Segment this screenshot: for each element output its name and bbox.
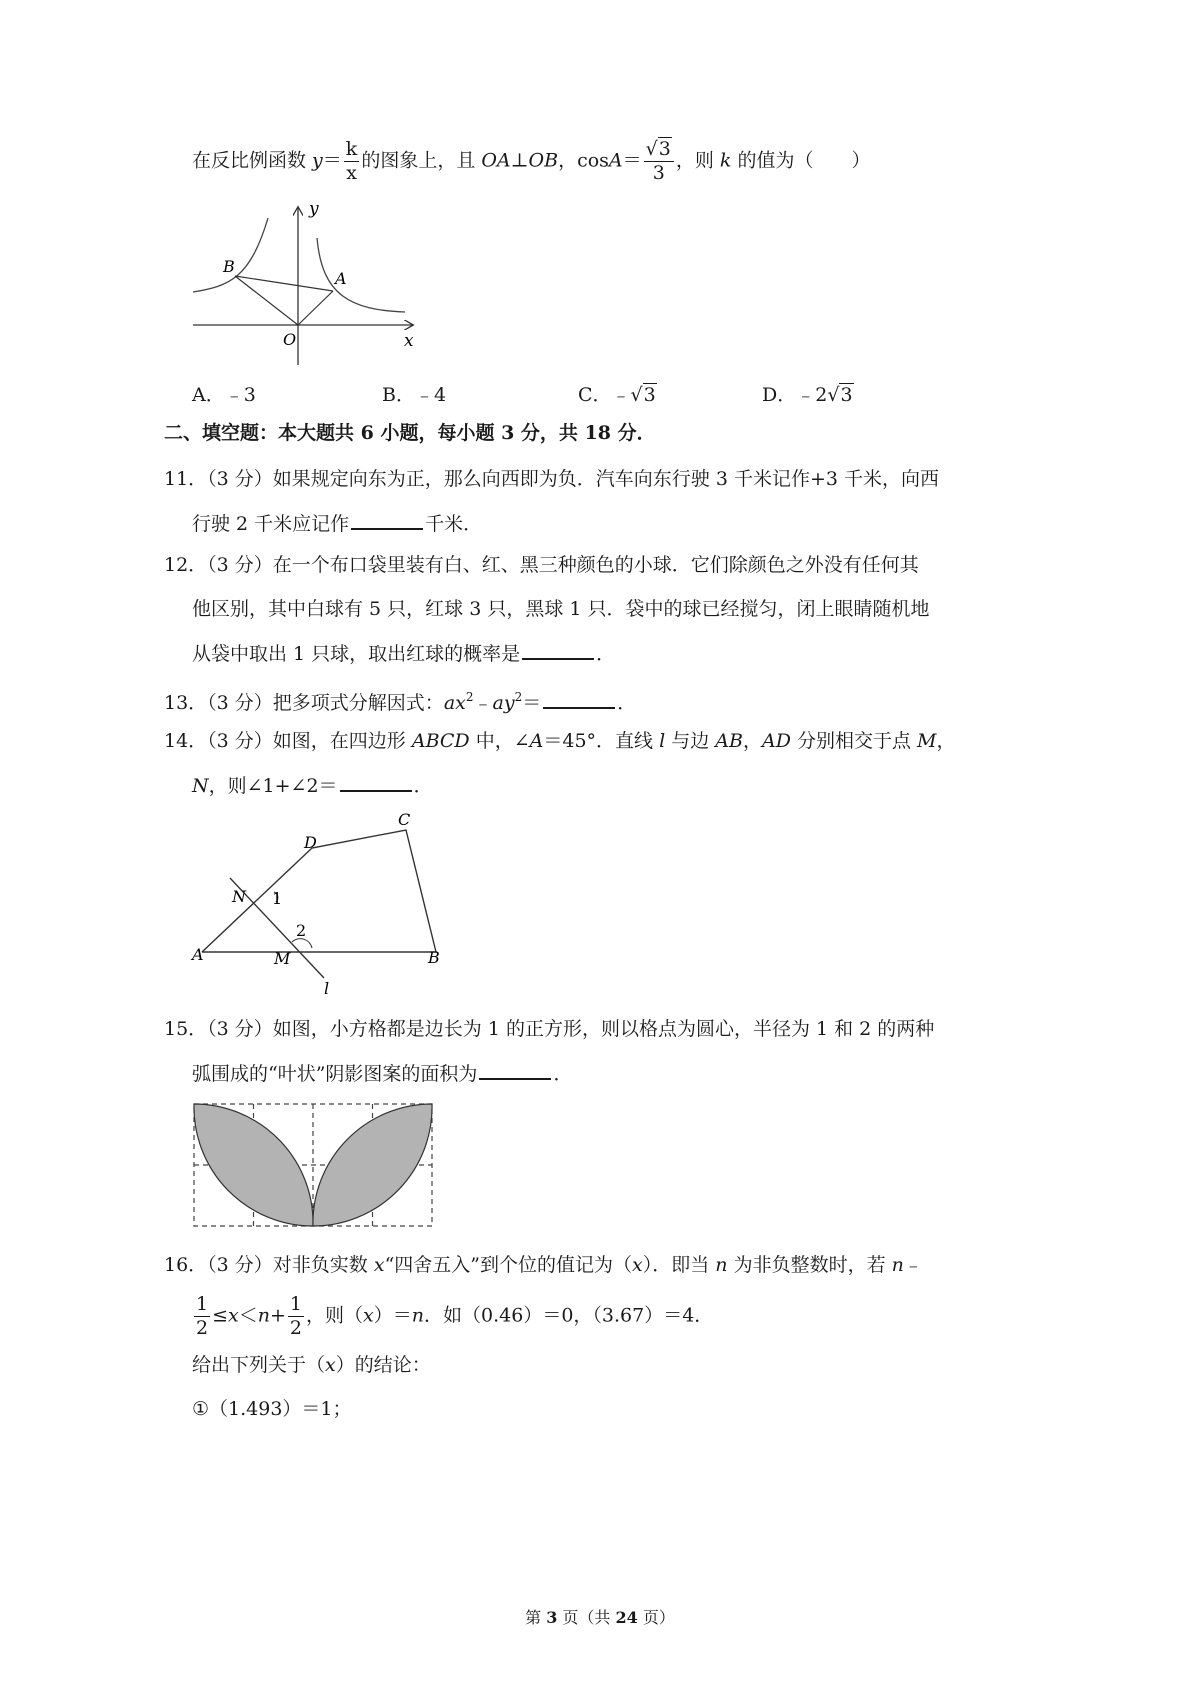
- segment-OB: [235, 276, 298, 325]
- q16-line-3: 给出下列关于（x）的结论：: [192, 1354, 431, 1376]
- q11-line-2: 行驶 2 千米应记作 千米．: [192, 510, 482, 537]
- left-leaf: [194, 1104, 313, 1226]
- svg-text:B: B: [428, 948, 440, 967]
- segment-OA: [298, 291, 333, 325]
- q10-hyperbola-figure: [190, 200, 430, 380]
- answer-blank[interactable]: [479, 1060, 551, 1080]
- q14-quadrilateral-figure: [188, 808, 458, 998]
- svg-text:D: D: [304, 833, 317, 852]
- q12-line-2: 他区别，其中白球有 5 只，红球 3 只，黑球 1 只．袋中的球已经搅匀，闭上眼睛随机地: [192, 598, 930, 620]
- label-A: A: [335, 269, 347, 288]
- q12-line-3: 从袋中取出 1 只球，取出红球的概率是 ．: [192, 640, 615, 667]
- fraction-k-over-x: $\frac{k}{x}$: [345, 138, 358, 184]
- q11-line-1: 11．（3 分）如果规定向东为正，那么向西即为负．汽车向东行驶 3 千米记作+3 千米，向西: [164, 468, 940, 490]
- right-leaf: [313, 1104, 432, 1226]
- answer-blank[interactable]: [351, 510, 423, 530]
- q13-line: 13．（3 分）把多项式分解因式：$ax^2﹣ay^2=$ ．: [164, 690, 637, 714]
- fraction-one-half: $\frac{1}{2}$: [196, 1293, 209, 1339]
- hyperbola-left-branch: [193, 218, 268, 292]
- fraction-one-half: $\frac{1}{2}$: [289, 1293, 303, 1339]
- label-y: y: [309, 200, 319, 219]
- q15-line-2: 弧围成的“叶状”阴影图案的面积为 ．: [192, 1060, 572, 1087]
- svg-text:A: A: [192, 945, 204, 964]
- q16-line-2: $\frac{1}{2}$ ≤x＜n+ $\frac{1}{2}$ ，则（x）＝n．如（0.46）＝0，（3.67）＝4．: [196, 1293, 714, 1339]
- answer-blank[interactable]: [340, 772, 412, 792]
- svg-text:2: 2: [296, 921, 307, 940]
- svg-text:1: 1: [272, 889, 283, 908]
- q14-line-1: 14．（3 分）如图，在四边形 ABCD 中，∠A＝45°．直线 l 与边 AB，AD 分别相交于点 M，: [164, 730, 956, 752]
- label-B: B: [223, 257, 235, 276]
- q10-option-a[interactable]: A．﹣3: [192, 384, 256, 406]
- hyperbola-right-branch: [317, 238, 405, 312]
- label-x: x: [404, 331, 414, 351]
- page-footer: 第 3 页（共 24 页）: [525, 1608, 675, 1627]
- q16-line-4: ①（1.493）＝1；: [192, 1398, 352, 1420]
- q14-line-2: N，则∠1+∠2＝ ．: [192, 772, 433, 799]
- q10-option-b[interactable]: B．﹣4: [382, 384, 447, 406]
- q10-option-d[interactable]: D．﹣2√3: [762, 384, 853, 406]
- svg-text:N: N: [232, 887, 246, 906]
- section-heading: 二、填空题：本大题共 6 小题，每小题 3 分，共 18 分．: [164, 422, 656, 444]
- svg-text:l: l: [324, 979, 330, 998]
- q12-line-1: 12．（3 分）在一个布口袋里装有白、红、黑三种颜色的小球．它们除颜色之外没有任何其: [164, 554, 919, 576]
- q15-line-1: 15．（3 分）如图，小方格都是边长为 1 的正方形，则以格点为圆心，半径为 1 和 2 的两种: [164, 1018, 935, 1040]
- q10-option-c[interactable]: C．﹣√3: [578, 384, 656, 406]
- q16-line-1: 16．（3 分）对非负实数 x“四舍五入”到个位的值记为（x）．即当 n 为非负整数时，若 n﹣: [164, 1254, 923, 1276]
- svg-text:C: C: [398, 810, 411, 829]
- label-O: O: [283, 330, 297, 349]
- answer-blank[interactable]: [543, 689, 615, 709]
- q15-leaf-pattern-figure: [190, 1100, 435, 1230]
- svg-text:M: M: [274, 949, 291, 968]
- answer-blank[interactable]: [522, 640, 594, 660]
- q10-question-text: 在反比例函数 y＝ $\frac{k}{x}$ 的图象上，且 OA⊥OB，cosA＝ $\frac{√3}{3}$ ，则 k 的值为（ ）: [192, 138, 871, 184]
- fraction-sqrt3-over-3: $\frac{√3}{3}$: [644, 140, 674, 183]
- segment-BA: [235, 276, 333, 291]
